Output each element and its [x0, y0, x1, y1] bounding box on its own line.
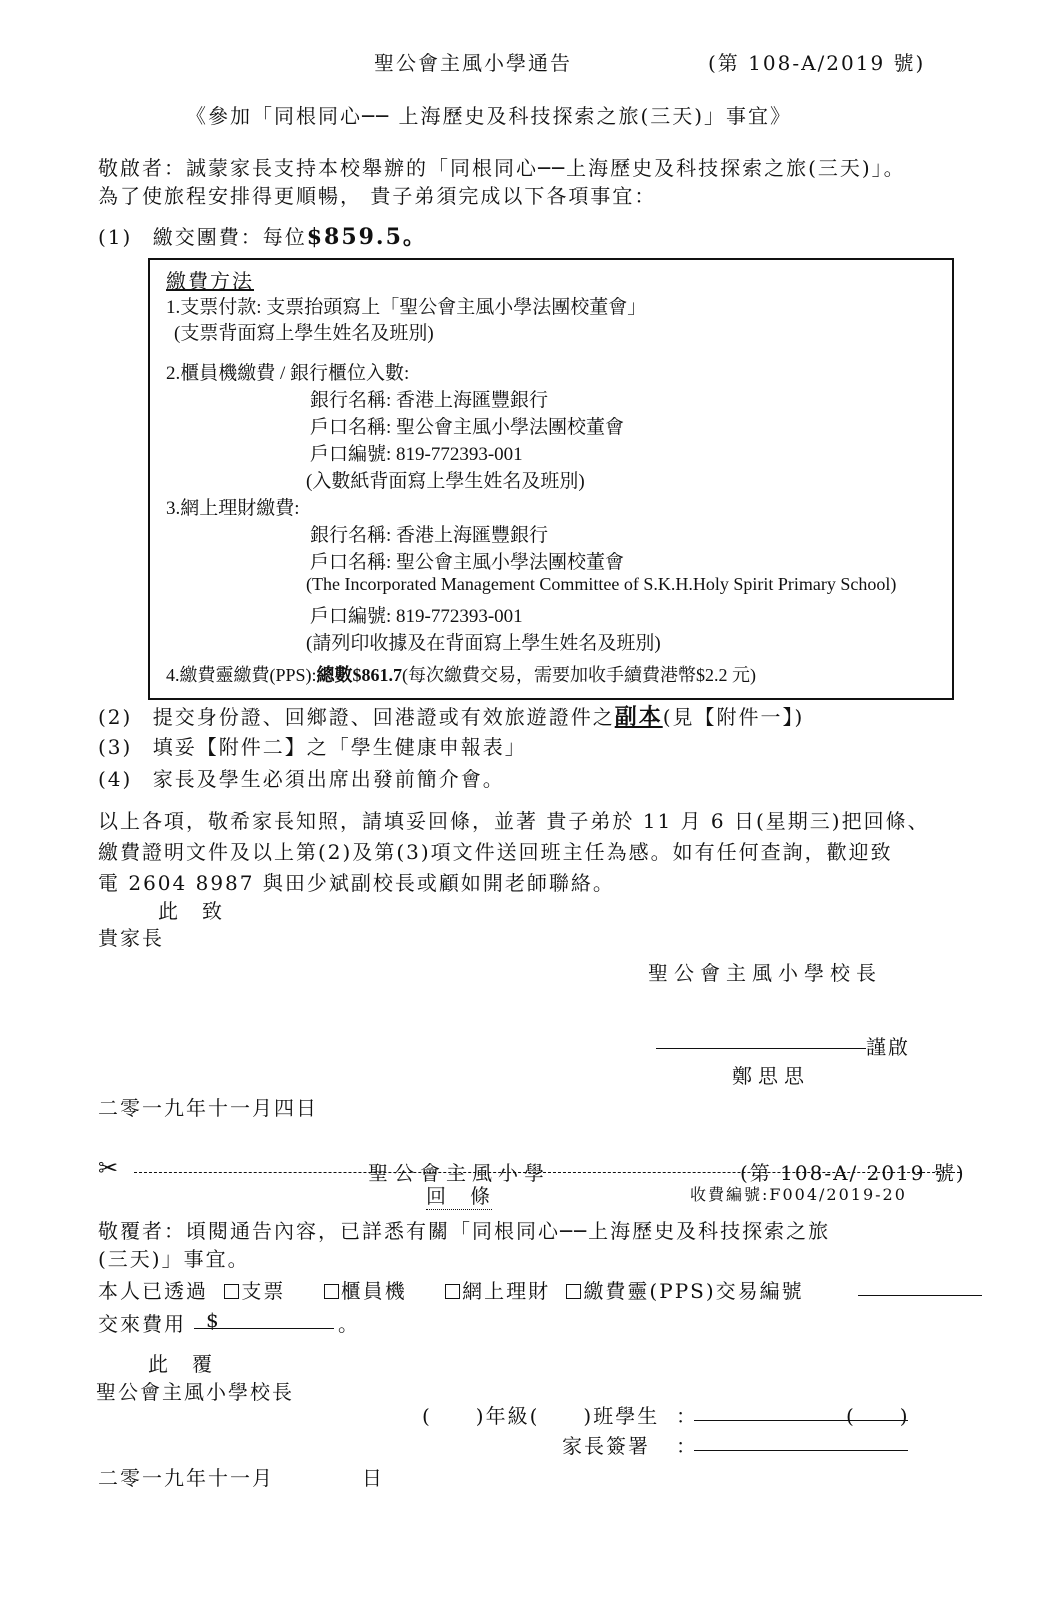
- method-2-title: 2.櫃員機繳費 / 銀行櫃位入數:: [166, 363, 410, 384]
- notice-title: 聖公會主風小學通告: [374, 51, 572, 75]
- item-2-text: 提交身份證、回鄉證、回港證或有效旅遊證件之: [152, 705, 615, 729]
- parent-signature-label: 家長簽署: [562, 1434, 650, 1458]
- online-banking-checkbox[interactable]: [445, 1284, 460, 1299]
- student-colon: ：: [676, 1404, 698, 1428]
- item-4-number: (4): [98, 767, 133, 791]
- method-3-account-name: 戶口名稱: 聖公會主風小學法團校董會: [310, 552, 625, 573]
- method-3-note: (請列印收據及在背面寫上學生姓名及班別): [306, 633, 661, 654]
- method-1-note: (支票背面寫上學生姓名及班別): [174, 323, 434, 344]
- salutation-ci: 此 致: [158, 899, 224, 923]
- item-2-emphasis: 副本: [614, 704, 663, 730]
- method-2-account-name: 戶口名稱: 聖公會主風小學法團校董會: [310, 417, 625, 438]
- signature-line: [656, 1048, 866, 1049]
- pps-label: 繳費靈(PPS)交易編號: [583, 1279, 804, 1303]
- reply-heading: 回 條: [426, 1180, 492, 1210]
- item-1: [98, 220, 427, 251]
- method-4-total: 總數$861.7: [316, 665, 403, 685]
- method-3-account-number: 戶口編號: 819-772393-001: [310, 606, 523, 627]
- reply-line-1: 敬覆者：頃閱通告內容，已詳悉有關「同根同心──上海歷史及科技探索之旅: [98, 1219, 831, 1243]
- atm-checkbox[interactable]: [324, 1284, 339, 1299]
- reply-ci: 此 覆: [148, 1352, 214, 1376]
- method-2-note: (入數紙背面寫上學生姓名及班別): [306, 471, 585, 492]
- signer-name: 鄭思思: [732, 1064, 810, 1088]
- intro-line-2: 為了使旅程安排得更順暢， 貴子弟須完成以下各項事宜：: [98, 184, 657, 208]
- salutation-to: 貴家長: [98, 926, 164, 950]
- fee-end: 。: [338, 1312, 360, 1336]
- method-4: [166, 661, 756, 687]
- option-atm[interactable]: [324, 1279, 407, 1303]
- item-4-text: 家長及學生必須出席出發前簡介會。: [152, 767, 505, 791]
- parent-signature-field[interactable]: [694, 1450, 908, 1451]
- item-1-amount: $859.5。: [306, 224, 427, 250]
- paid-via-label: 本人已透過: [98, 1279, 208, 1303]
- closing-line-3: 電 2604 8987 與田少斌副校長或顧如開老師聯絡。: [98, 871, 615, 895]
- closing-line-1: 以上各項，敬希家長知照，請填妥回條，並著 貴子弟於 11 月 6 日(星期三)把回條、: [98, 809, 930, 833]
- cheque-label: 支票: [241, 1279, 286, 1303]
- fee-currency: $: [206, 1308, 221, 1332]
- item-2-suffix: (見【附件一】): [662, 705, 805, 729]
- student-number-paren: ( ): [846, 1404, 910, 1428]
- respectfully: 謹啟: [866, 1035, 910, 1059]
- atm-label: 櫃員機: [340, 1279, 407, 1303]
- item-3-number: (3): [98, 735, 133, 759]
- signer-title: 聖公會主風小學校長: [648, 961, 882, 985]
- reply-line-2: (三天)」事宜。: [98, 1247, 250, 1271]
- student-class-label: ( )年級( )班學生: [422, 1404, 660, 1428]
- method-4-prefix: 4.繳費靈繳費(PPS):: [166, 665, 317, 685]
- pps-checkbox[interactable]: [566, 1284, 581, 1299]
- reply-date: 二零一九年十一月: [98, 1466, 274, 1490]
- method-4-suffix: (每次繳費交易，需要加收手續費港幣$2.2 元): [402, 665, 757, 685]
- notice-subject: 《參加「同根同心── 上海歷史及科技探索之旅(三天)」事宜》: [186, 104, 793, 128]
- notice-date: 二零一九年十一月四日: [98, 1096, 318, 1120]
- reply-school: 聖公會主風小學: [368, 1161, 550, 1185]
- item-4: [98, 763, 505, 792]
- method-3-account-name-en: (The Incorporated Management Committee of S.K.H.Holy Spirit Primary School): [306, 574, 897, 594]
- parent-colon: ：: [676, 1434, 698, 1458]
- payment-options-row: [98, 1275, 804, 1304]
- reply-notice-number: (第 108-A/ 2019 號): [740, 1161, 966, 1185]
- item-2: [98, 700, 804, 731]
- reply-fee-ref: 收費編號:F004/2019-20: [690, 1185, 907, 1204]
- reply-day: 日: [362, 1466, 384, 1490]
- reply-to: 聖公會主風小學校長: [96, 1380, 294, 1404]
- payment-heading: 繳費方法: [166, 269, 254, 293]
- fee-label: 交來費用: [98, 1312, 186, 1336]
- item-1-number: (1): [98, 225, 133, 249]
- option-pps[interactable]: [566, 1279, 803, 1303]
- item-3: [98, 731, 527, 760]
- closing-line-2: 繳費證明文件及以上第(2)及第(3)項文件送回班主任為感。如有任何查詢，歡迎致: [98, 840, 893, 864]
- fee-amount-field[interactable]: [194, 1328, 334, 1329]
- option-cheque[interactable]: [224, 1279, 285, 1303]
- method-1-title: 1.支票付款: 支票抬頭寫上「聖公會主風小學法團校董會」: [166, 297, 647, 318]
- method-3-title: 3.網上理財繳費:: [166, 498, 300, 519]
- item-1-label: 繳交團費：每位: [152, 225, 307, 249]
- item-3-text: 填妥【附件二】之「學生健康申報表」: [152, 735, 527, 759]
- scissors-icon: ✂: [98, 1154, 119, 1182]
- method-3-bank: 銀行名稱: 香港上海匯豐銀行: [310, 525, 549, 546]
- option-online[interactable]: [445, 1279, 550, 1303]
- item-2-number: (2): [98, 705, 133, 729]
- intro-line-1: 敬啟者：誠蒙家長支持本校舉辦的「同根同心──上海歷史及科技探索之旅(三天)」。: [98, 156, 906, 180]
- method-2-bank: 銀行名稱: 香港上海匯豐銀行: [310, 390, 549, 411]
- notice-number: (第 108-A/2019 號): [708, 51, 926, 75]
- online-label: 網上理財: [462, 1279, 551, 1303]
- cheque-checkbox[interactable]: [224, 1284, 239, 1299]
- pps-transaction-number-field[interactable]: [858, 1295, 982, 1296]
- method-2-account-number: 戶口編號: 819-772393-001: [310, 444, 523, 465]
